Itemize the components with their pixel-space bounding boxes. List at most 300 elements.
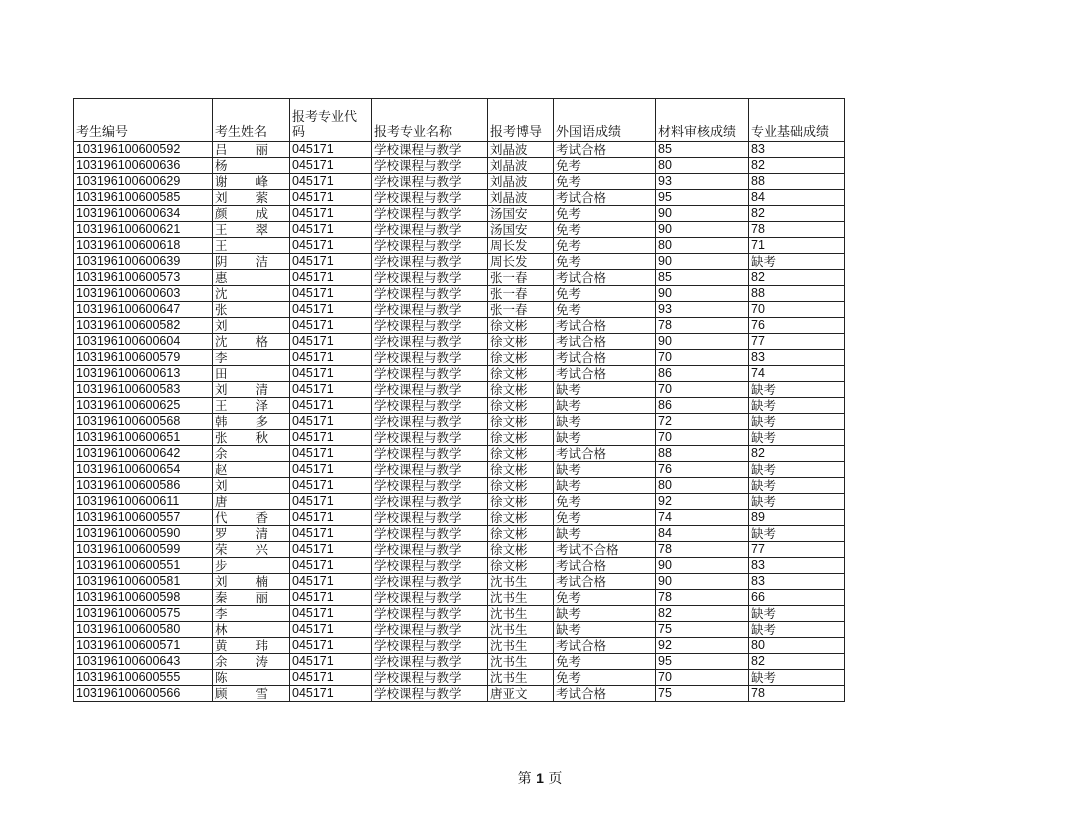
table-row [74,382,845,398]
cell-candidate-name: 罗 清 [213,526,290,542]
table-row [74,206,845,222]
table-row [74,190,845,206]
cell-supervisor: 沈书生 [488,670,554,686]
cell-material-review-score: 90 [656,286,749,302]
cell-supervisor: 张一春 [488,270,554,286]
cell-material-review-score: 86 [656,398,749,414]
table-row [74,686,845,702]
cell-supervisor: 汤国安 [488,206,554,222]
cell-candidate-id: 103196100600625 [74,398,213,414]
cell-foreign-language-score: 免考 [554,254,656,270]
cell-major-code: 045171 [290,462,372,478]
cell-major-basic-score: 缺考 [749,430,845,446]
cell-major-name: 学校课程与教学 [372,622,488,638]
cell-candidate-name: 唐 [213,494,290,510]
cell-major-basic-score: 缺考 [749,462,845,478]
table-row [74,542,845,558]
cell-candidate-id: 103196100600639 [74,254,213,270]
cell-major-name: 学校课程与教学 [372,142,488,158]
cell-major-basic-score: 缺考 [749,606,845,622]
cell-supervisor: 徐文彬 [488,542,554,558]
table-row [74,318,845,334]
cell-foreign-language-score: 考试不合格 [554,542,656,558]
cell-major-name: 学校课程与教学 [372,510,488,526]
cell-material-review-score: 90 [656,558,749,574]
cell-major-code: 045171 [290,590,372,606]
cell-material-review-score: 86 [656,366,749,382]
cell-material-review-score: 88 [656,446,749,462]
cell-major-name: 学校课程与教学 [372,574,488,590]
header-candidate-name: 考生姓名 [213,99,290,142]
cell-major-basic-score: 82 [749,270,845,286]
cell-foreign-language-score: 缺考 [554,462,656,478]
table-row [74,558,845,574]
cell-major-name: 学校课程与教学 [372,638,488,654]
cell-candidate-id: 103196100600647 [74,302,213,318]
cell-major-code: 045171 [290,382,372,398]
cell-foreign-language-score: 免考 [554,174,656,190]
cell-major-code: 045171 [290,622,372,638]
cell-supervisor: 唐亚文 [488,686,554,702]
cell-foreign-language-score: 免考 [554,158,656,174]
cell-supervisor: 刘晶波 [488,142,554,158]
cell-major-basic-score: 80 [749,638,845,654]
cell-candidate-name: 步 [213,558,290,574]
cell-major-code: 045171 [290,510,372,526]
cell-major-code: 045171 [290,190,372,206]
cell-major-basic-score: 缺考 [749,526,845,542]
cell-material-review-score: 92 [656,494,749,510]
cell-material-review-score: 74 [656,510,749,526]
table-body [74,142,845,702]
cell-foreign-language-score: 免考 [554,590,656,606]
cell-material-review-score: 85 [656,270,749,286]
header-supervisor: 报考博导 [488,99,554,142]
cell-major-basic-score: 缺考 [749,478,845,494]
cell-foreign-language-score: 缺考 [554,606,656,622]
cell-candidate-id: 103196100600586 [74,478,213,494]
cell-candidate-name: 王 [213,238,290,254]
table-row [74,510,845,526]
cell-candidate-id: 103196100600654 [74,462,213,478]
cell-material-review-score: 72 [656,414,749,430]
cell-major-basic-score: 82 [749,158,845,174]
cell-foreign-language-score: 考试合格 [554,366,656,382]
cell-material-review-score: 70 [656,430,749,446]
table-row [74,158,845,174]
table-row [74,654,845,670]
cell-candidate-id: 103196100600581 [74,574,213,590]
cell-material-review-score: 70 [656,670,749,686]
cell-foreign-language-score: 考试合格 [554,558,656,574]
cell-major-name: 学校课程与教学 [372,366,488,382]
header-major-code: 报考专业代码 [290,99,372,142]
table-header [74,99,845,142]
cell-major-basic-score: 77 [749,542,845,558]
cell-supervisor: 徐文彬 [488,366,554,382]
header-row [74,99,845,142]
cell-material-review-score: 84 [656,526,749,542]
cell-candidate-name: 代 香 [213,510,290,526]
cell-material-review-score: 75 [656,686,749,702]
cell-foreign-language-score: 缺考 [554,398,656,414]
cell-candidate-name: 王 泽 [213,398,290,414]
page-number: 1 [536,770,544,786]
cell-material-review-score: 93 [656,302,749,318]
table-row [74,638,845,654]
cell-candidate-id: 103196100600604 [74,334,213,350]
cell-major-name: 学校课程与教学 [372,334,488,350]
cell-major-basic-score: 缺考 [749,382,845,398]
cell-foreign-language-score: 免考 [554,302,656,318]
cell-material-review-score: 80 [656,238,749,254]
cell-major-name: 学校课程与教学 [372,606,488,622]
table-row [74,622,845,638]
cell-foreign-language-score: 免考 [554,222,656,238]
cell-material-review-score: 78 [656,590,749,606]
cell-candidate-id: 103196100600629 [74,174,213,190]
cell-major-name: 学校课程与教学 [372,670,488,686]
cell-major-code: 045171 [290,206,372,222]
cell-supervisor: 沈书生 [488,574,554,590]
cell-major-code: 045171 [290,558,372,574]
cell-supervisor: 刘晶波 [488,158,554,174]
cell-supervisor: 徐文彬 [488,382,554,398]
table-row [74,606,845,622]
cell-major-name: 学校课程与教学 [372,462,488,478]
cell-major-code: 045171 [290,302,372,318]
cell-material-review-score: 90 [656,254,749,270]
cell-supervisor: 刘晶波 [488,190,554,206]
cell-candidate-id: 103196100600575 [74,606,213,622]
cell-supervisor: 刘晶波 [488,174,554,190]
cell-candidate-name: 秦 丽 [213,590,290,606]
cell-foreign-language-score: 考试合格 [554,334,656,350]
cell-candidate-id: 103196100600598 [74,590,213,606]
cell-major-code: 045171 [290,350,372,366]
cell-major-name: 学校课程与教学 [372,590,488,606]
cell-candidate-name: 余 涛 [213,654,290,670]
cell-candidate-name: 沈 [213,286,290,302]
cell-major-code: 045171 [290,366,372,382]
cell-major-code: 045171 [290,430,372,446]
cell-major-code: 045171 [290,670,372,686]
cell-major-name: 学校课程与教学 [372,254,488,270]
cell-candidate-name: 刘 萦 [213,190,290,206]
cell-foreign-language-score: 考试合格 [554,686,656,702]
cell-major-basic-score: 82 [749,446,845,462]
cell-major-name: 学校课程与教学 [372,654,488,670]
cell-major-code: 045171 [290,334,372,350]
cell-candidate-name: 谢 峰 [213,174,290,190]
cell-major-basic-score: 71 [749,238,845,254]
cell-major-code: 045171 [290,158,372,174]
cell-candidate-name: 余 [213,446,290,462]
cell-major-basic-score: 83 [749,350,845,366]
cell-major-code: 045171 [290,222,372,238]
cell-major-name: 学校课程与教学 [372,206,488,222]
page-label-prefix: 第 [517,771,532,787]
cell-candidate-name: 阴 洁 [213,254,290,270]
cell-foreign-language-score: 免考 [554,206,656,222]
cell-supervisor: 沈书生 [488,606,554,622]
cell-major-name: 学校课程与教学 [372,382,488,398]
cell-candidate-id: 103196100600551 [74,558,213,574]
cell-foreign-language-score: 免考 [554,654,656,670]
table-row [74,590,845,606]
cell-major-basic-score: 缺考 [749,494,845,510]
cell-candidate-id: 103196100600590 [74,526,213,542]
cell-major-basic-score: 84 [749,190,845,206]
cell-major-code: 045171 [290,414,372,430]
cell-major-basic-score: 76 [749,318,845,334]
header-major-name: 报考专业名称 [372,99,488,142]
table-row [74,462,845,478]
cell-major-basic-score: 缺考 [749,414,845,430]
cell-major-code: 045171 [290,142,372,158]
cell-foreign-language-score: 免考 [554,510,656,526]
cell-major-code: 045171 [290,174,372,190]
cell-major-basic-score: 83 [749,558,845,574]
cell-major-basic-score: 缺考 [749,670,845,686]
cell-supervisor: 沈书生 [488,622,554,638]
table-row [74,286,845,302]
cell-foreign-language-score: 缺考 [554,382,656,398]
table-row [74,670,845,686]
cell-major-code: 045171 [290,318,372,334]
cell-major-name: 学校课程与教学 [372,478,488,494]
cell-supervisor: 徐文彬 [488,446,554,462]
cell-supervisor: 徐文彬 [488,510,554,526]
cell-supervisor: 徐文彬 [488,494,554,510]
cell-major-name: 学校课程与教学 [372,222,488,238]
table-row [74,446,845,462]
cell-material-review-score: 90 [656,206,749,222]
cell-candidate-name: 陈 [213,670,290,686]
cell-major-name: 学校课程与教学 [372,270,488,286]
header-material-review-score: 材料审核成绩 [656,99,749,142]
cell-major-name: 学校课程与教学 [372,286,488,302]
cell-candidate-id: 103196100600621 [74,222,213,238]
cell-material-review-score: 78 [656,542,749,558]
cell-supervisor: 徐文彬 [488,398,554,414]
cell-candidate-id: 103196100600557 [74,510,213,526]
cell-candidate-name: 李 [213,350,290,366]
cell-foreign-language-score: 考试合格 [554,270,656,286]
cell-candidate-id: 103196100600580 [74,622,213,638]
table-row [74,350,845,366]
cell-material-review-score: 90 [656,222,749,238]
cell-candidate-id: 103196100600573 [74,270,213,286]
cell-candidate-id: 103196100600611 [74,494,213,510]
cell-supervisor: 沈书生 [488,638,554,654]
cell-foreign-language-score: 缺考 [554,430,656,446]
cell-candidate-name: 惠 [213,270,290,286]
cell-supervisor: 徐文彬 [488,318,554,334]
cell-candidate-name: 荣 兴 [213,542,290,558]
cell-major-basic-score: 66 [749,590,845,606]
cell-candidate-id: 103196100600651 [74,430,213,446]
table-row [74,526,845,542]
cell-major-basic-score: 78 [749,222,845,238]
cell-foreign-language-score: 缺考 [554,414,656,430]
cell-foreign-language-score: 考试合格 [554,318,656,334]
cell-major-code: 045171 [290,686,372,702]
cell-major-code: 045171 [290,542,372,558]
cell-major-name: 学校课程与教学 [372,350,488,366]
cell-material-review-score: 93 [656,174,749,190]
cell-material-review-score: 95 [656,654,749,670]
cell-supervisor: 徐文彬 [488,334,554,350]
cell-major-basic-score: 82 [749,206,845,222]
page-label-suffix: 页 [548,771,563,787]
table-row [74,478,845,494]
cell-major-code: 045171 [290,574,372,590]
table-row [74,142,845,158]
table-row [74,254,845,270]
cell-foreign-language-score: 免考 [554,238,656,254]
cell-foreign-language-score: 免考 [554,286,656,302]
cell-foreign-language-score: 缺考 [554,478,656,494]
cell-major-code: 045171 [290,494,372,510]
cell-major-basic-score: 78 [749,686,845,702]
cell-foreign-language-score: 考试合格 [554,574,656,590]
table-row [74,366,845,382]
cell-supervisor: 徐文彬 [488,414,554,430]
cell-foreign-language-score: 考试合格 [554,446,656,462]
cell-major-name: 学校课程与教学 [372,558,488,574]
cell-major-name: 学校课程与教学 [372,686,488,702]
cell-candidate-id: 103196100600571 [74,638,213,654]
cell-supervisor: 徐文彬 [488,478,554,494]
cell-material-review-score: 85 [656,142,749,158]
cell-material-review-score: 80 [656,158,749,174]
cell-candidate-name: 赵 [213,462,290,478]
cell-major-name: 学校课程与教学 [372,238,488,254]
cell-material-review-score: 70 [656,382,749,398]
cell-foreign-language-score: 缺考 [554,526,656,542]
cell-major-name: 学校课程与教学 [372,174,488,190]
cell-candidate-id: 103196100600643 [74,654,213,670]
cell-supervisor: 徐文彬 [488,526,554,542]
cell-candidate-id: 103196100600634 [74,206,213,222]
table-row [74,302,845,318]
cell-supervisor: 沈书生 [488,590,554,606]
cell-major-basic-score: 70 [749,302,845,318]
cell-candidate-name: 颜 成 [213,206,290,222]
cell-major-basic-score: 88 [749,174,845,190]
cell-major-basic-score: 77 [749,334,845,350]
cell-major-name: 学校课程与教学 [372,542,488,558]
cell-supervisor: 徐文彬 [488,430,554,446]
cell-major-name: 学校课程与教学 [372,430,488,446]
cell-material-review-score: 95 [656,190,749,206]
cell-candidate-id: 103196100600636 [74,158,213,174]
cell-major-basic-score: 89 [749,510,845,526]
cell-candidate-id: 103196100600555 [74,670,213,686]
cell-candidate-name: 张 秋 [213,430,290,446]
cell-major-code: 045171 [290,478,372,494]
cell-supervisor: 徐文彬 [488,558,554,574]
cell-major-basic-score: 83 [749,574,845,590]
cell-major-name: 学校课程与教学 [372,302,488,318]
table-row [74,174,845,190]
table-row [74,414,845,430]
cell-foreign-language-score: 考试合格 [554,638,656,654]
cell-candidate-name: 林 [213,622,290,638]
table-row [74,222,845,238]
cell-major-basic-score: 缺考 [749,622,845,638]
cell-candidate-id: 103196100600599 [74,542,213,558]
cell-major-code: 045171 [290,526,372,542]
cell-foreign-language-score: 免考 [554,494,656,510]
cell-major-name: 学校课程与教学 [372,446,488,462]
cell-major-basic-score: 缺考 [749,254,845,270]
header-major-basic-score: 专业基础成绩 [749,99,845,142]
cell-major-name: 学校课程与教学 [372,398,488,414]
cell-candidate-name: 韩 多 [213,414,290,430]
page-footer [0,768,1080,788]
cell-major-name: 学校课程与教学 [372,318,488,334]
cell-supervisor: 徐文彬 [488,462,554,478]
cell-candidate-id: 103196100600579 [74,350,213,366]
cell-major-code: 045171 [290,398,372,414]
cell-candidate-id: 103196100600603 [74,286,213,302]
cell-candidate-name: 刘 楠 [213,574,290,590]
cell-major-basic-score: 缺考 [749,398,845,414]
table-row [74,238,845,254]
cell-material-review-score: 90 [656,334,749,350]
cell-supervisor: 徐文彬 [488,350,554,366]
cell-candidate-name: 李 [213,606,290,622]
table-row [74,398,845,414]
cell-material-review-score: 82 [656,606,749,622]
cell-major-basic-score: 82 [749,654,845,670]
cell-major-code: 045171 [290,238,372,254]
cell-major-code: 045171 [290,286,372,302]
cell-candidate-id: 103196100600613 [74,366,213,382]
cell-major-code: 045171 [290,446,372,462]
table-row [74,574,845,590]
score-table [73,98,845,702]
cell-major-code: 045171 [290,254,372,270]
cell-candidate-name: 杨 [213,158,290,174]
cell-material-review-score: 70 [656,350,749,366]
cell-supervisor: 周长发 [488,254,554,270]
cell-candidate-name: 刘 [213,478,290,494]
cell-major-name: 学校课程与教学 [372,526,488,542]
cell-major-basic-score: 88 [749,286,845,302]
cell-major-code: 045171 [290,606,372,622]
cell-foreign-language-score: 考试合格 [554,350,656,366]
cell-material-review-score: 92 [656,638,749,654]
cell-foreign-language-score: 考试合格 [554,190,656,206]
cell-candidate-name: 刘 清 [213,382,290,398]
cell-major-code: 045171 [290,654,372,670]
cell-candidate-id: 103196100600642 [74,446,213,462]
table-row [74,494,845,510]
cell-candidate-name: 沈 格 [213,334,290,350]
cell-major-name: 学校课程与教学 [372,158,488,174]
cell-supervisor: 周长发 [488,238,554,254]
cell-candidate-name: 顾 雪 [213,686,290,702]
cell-supervisor: 沈书生 [488,654,554,670]
cell-major-basic-score: 83 [749,142,845,158]
table-row [74,334,845,350]
cell-major-name: 学校课程与教学 [372,414,488,430]
header-foreign-language-score: 外国语成绩 [554,99,656,142]
cell-candidate-id: 103196100600566 [74,686,213,702]
